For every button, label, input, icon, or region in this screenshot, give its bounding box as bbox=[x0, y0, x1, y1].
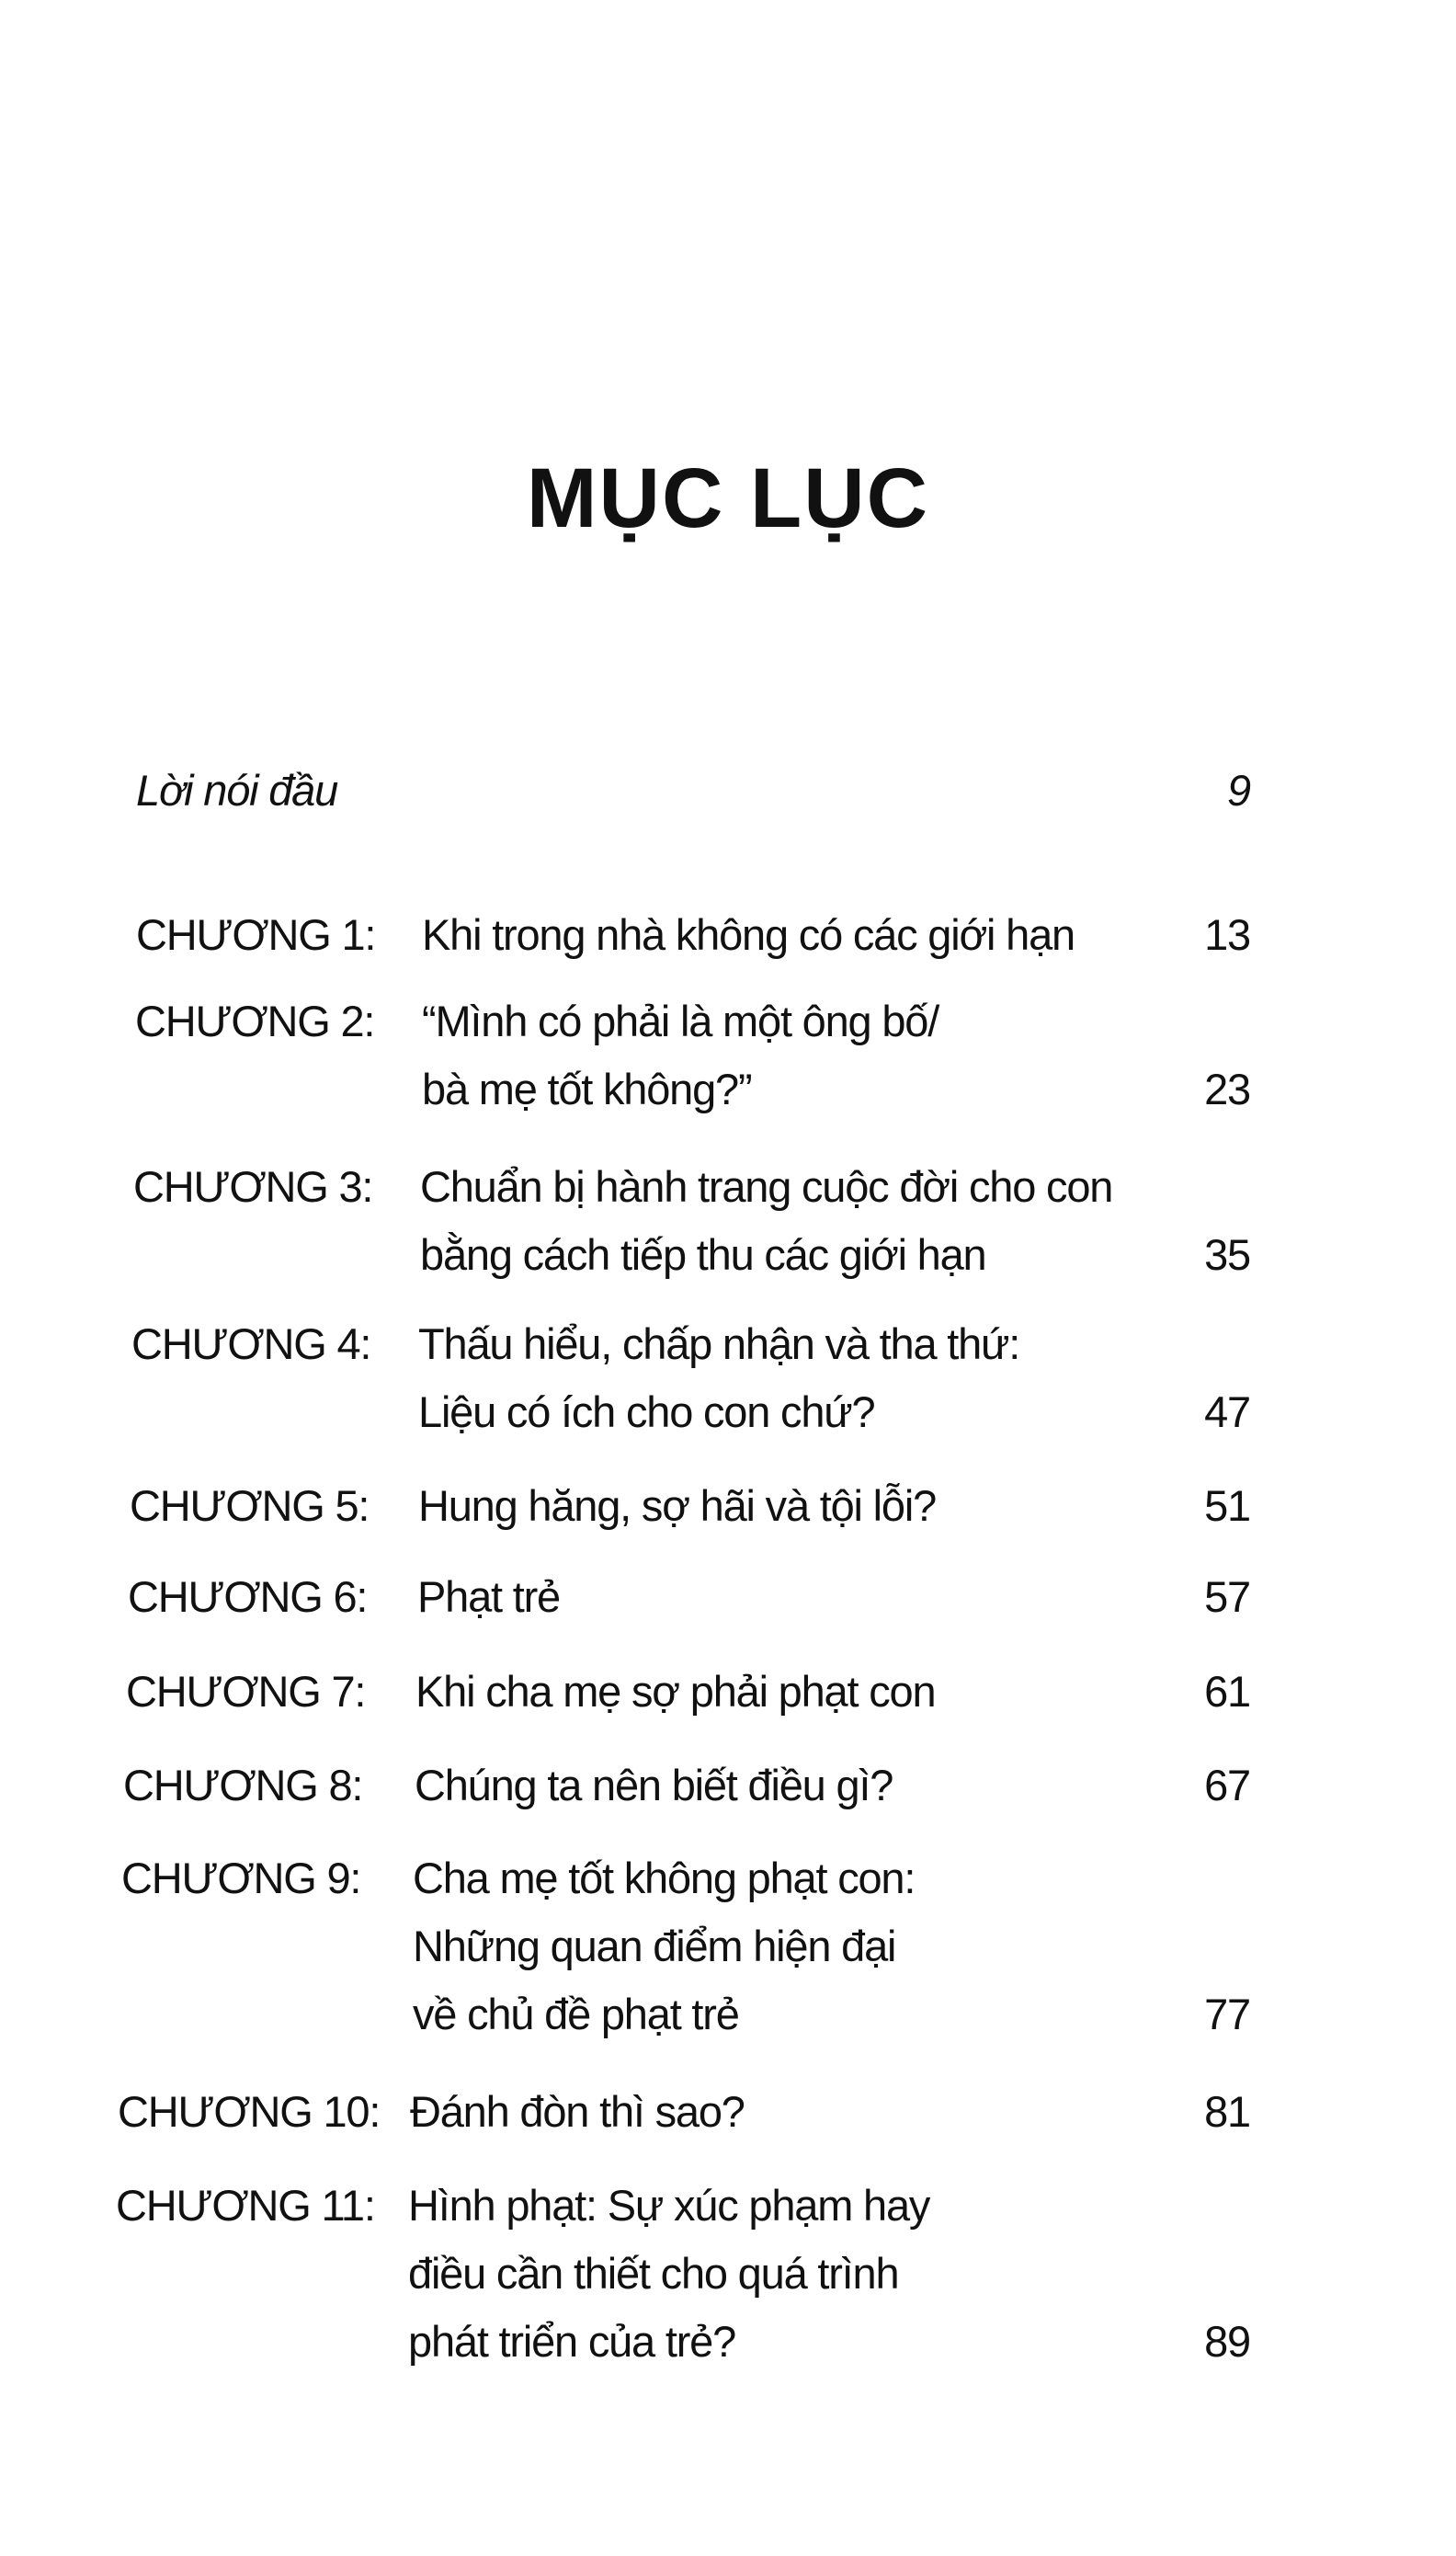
chapter-title-line: “Mình có phải là một ông bố/ bbox=[422, 997, 939, 1045]
chapter-title-line: Thấu hiểu, chấp nhận và tha thứ: bbox=[418, 1319, 1020, 1368]
chapter-label: CHƯƠNG 1: bbox=[136, 910, 376, 959]
toc-entry-chapter-6[interactable] bbox=[0, 1563, 1456, 1631]
chapter-label: CHƯƠNG 6: bbox=[128, 1572, 368, 1621]
page-title: MỤC LỤC bbox=[526, 451, 930, 545]
chapter-title-line: Khi trong nhà không có các giới hạn bbox=[422, 910, 1075, 959]
toc-page-number: 89 bbox=[1204, 2317, 1250, 2366]
chapter-title bbox=[418, 1472, 936, 1540]
toc-page-number: 57 bbox=[1204, 1572, 1250, 1621]
toc-entry-chapter-10[interactable] bbox=[0, 2078, 1456, 2146]
chapter-title-line: Chúng ta nên biết điều gì? bbox=[415, 1761, 893, 1809]
chapter-title-line: Khi cha mẹ sợ phải phạt con bbox=[415, 1667, 936, 1716]
toc-entry-chapter-7[interactable] bbox=[0, 1658, 1456, 1726]
chapter-title-line: Chuẩn bị hành trang cuộc đời cho con bbox=[420, 1162, 1113, 1211]
chapter-title-line: Phạt trẻ bbox=[417, 1572, 560, 1621]
chapter-label: CHƯƠNG 3: bbox=[133, 1162, 373, 1211]
chapter-label: CHƯƠNG 7: bbox=[126, 1667, 366, 1716]
toc-entry-chapter-1[interactable] bbox=[0, 901, 1456, 969]
chapter-label: CHƯƠNG 9: bbox=[121, 1854, 361, 1902]
chapter-title-line: bằng cách tiếp thu các giới hạn bbox=[420, 1230, 986, 1279]
toc-entry-label: Lời nói đầu bbox=[136, 766, 338, 815]
chapter-title bbox=[410, 2078, 745, 2146]
toc-entry-chapter-5[interactable] bbox=[0, 1472, 1456, 1540]
toc-entry-chapter-2[interactable] bbox=[0, 987, 1456, 1124]
chapter-title-line: Hung hăng, sợ hãi và tội lỗi? bbox=[418, 1481, 937, 1530]
chapter-title-line: phát triển của trẻ? bbox=[408, 2317, 736, 2366]
chapter-title bbox=[413, 1844, 915, 2048]
toc-page-number: 77 bbox=[1204, 1990, 1250, 2038]
chapter-label: CHƯƠNG 8: bbox=[123, 1761, 363, 1809]
chapter-title-line: về chủ đề phạt trẻ bbox=[413, 1990, 739, 2038]
chapter-label: CHƯƠNG 10: bbox=[118, 2087, 381, 2136]
chapter-label: CHƯƠNG 5: bbox=[130, 1481, 370, 1530]
chapter-title-line: Hình phạt: Sự xúc phạm hay bbox=[408, 2181, 930, 2230]
toc-page-number: 61 bbox=[1204, 1667, 1250, 1716]
chapter-title bbox=[422, 901, 1075, 969]
chapter-title bbox=[420, 1153, 1112, 1289]
chapter-title-line: Đánh đòn thì sao? bbox=[410, 2087, 745, 2136]
toc-page-number: 47 bbox=[1204, 1387, 1250, 1436]
toc-page-number: 51 bbox=[1204, 1481, 1250, 1530]
chapter-title-line: Cha mẹ tốt không phạt con: bbox=[413, 1854, 916, 1902]
chapter-title bbox=[417, 1563, 560, 1631]
chapter-title-line: Liệu có ích cho con chứ? bbox=[418, 1387, 875, 1436]
chapter-label: CHƯƠNG 2: bbox=[135, 997, 375, 1045]
chapter-title-line: điều cần thiết cho quá trình bbox=[408, 2249, 899, 2298]
chapter-title bbox=[408, 2172, 929, 2376]
toc-entry-chapter-3[interactable] bbox=[0, 1153, 1456, 1289]
chapter-title bbox=[415, 1752, 893, 1820]
toc-page-number: 35 bbox=[1204, 1230, 1250, 1279]
chapter-title-line: bà mẹ tốt không?” bbox=[422, 1065, 752, 1113]
chapter-title-line: Những quan điểm hiện đại bbox=[413, 1922, 896, 1970]
toc-entry-chapter-11[interactable] bbox=[0, 2172, 1456, 2376]
toc-page-number: 9 bbox=[1227, 766, 1250, 815]
toc-entry-chapter-4[interactable] bbox=[0, 1310, 1456, 1446]
toc-page-number: 23 bbox=[1204, 1065, 1250, 1113]
toc-page-number: 67 bbox=[1204, 1761, 1250, 1809]
chapter-title bbox=[422, 987, 938, 1124]
toc-entry-chapter-8[interactable] bbox=[0, 1752, 1456, 1820]
toc-page-number: 13 bbox=[1204, 910, 1250, 959]
toc-entry-intro[interactable] bbox=[0, 757, 1456, 825]
chapter-label: CHƯƠNG 11: bbox=[116, 2181, 375, 2230]
toc-entry-chapter-9[interactable] bbox=[0, 1844, 1456, 2048]
chapter-label: CHƯƠNG 4: bbox=[131, 1319, 371, 1368]
toc-page-number: 81 bbox=[1204, 2087, 1250, 2136]
chapter-title bbox=[415, 1658, 935, 1726]
chapter-title bbox=[418, 1310, 1019, 1446]
